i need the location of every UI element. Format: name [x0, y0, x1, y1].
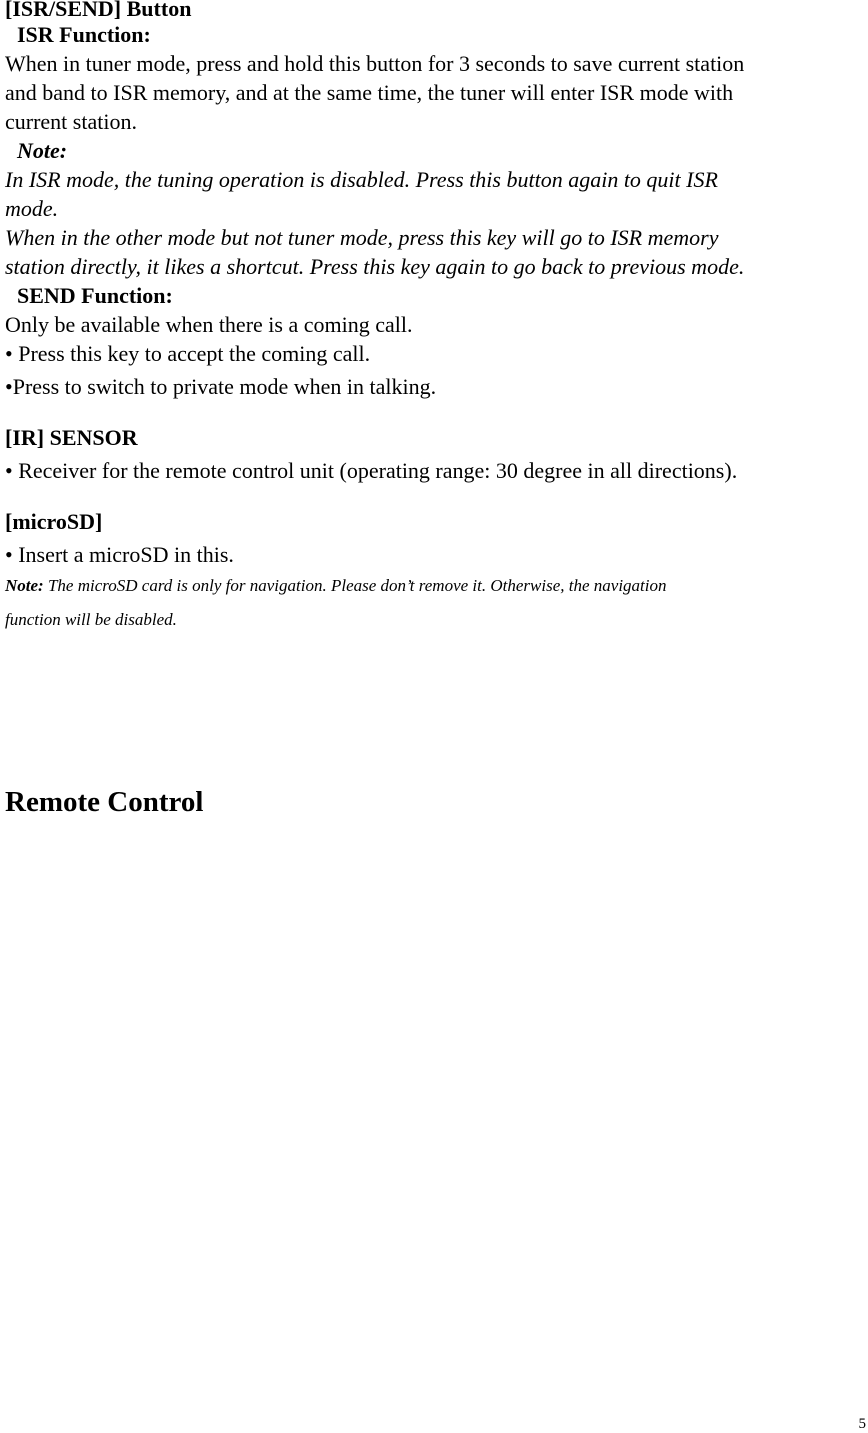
microsd-note — [5, 569, 867, 603]
ir-sensor-bullet-item: • Receiver for the remote control unit (operating range: 30 degree in all directions). — [5, 458, 738, 483]
isr-paragraph-line: and band to ISR memory, and at the same time, the tuner will enter ISR mode with — [5, 80, 734, 105]
isr-paragraph-line: current station. — [5, 109, 137, 134]
isr-note-line: station directly, it likes a shortcut. Press this key again to go back to previous mode. — [5, 254, 745, 279]
isr-function-title: ISR Function: — [17, 22, 151, 47]
isr-note-line: When in the other mode but not tuner mode, press this key will go to ISR memory — [5, 225, 719, 250]
document-page — [5, 0, 867, 637]
isr-paragraph-line: When in tuner mode, press and hold this button for 3 seconds to save current station — [5, 51, 745, 76]
page-number: 5 — [858, 1416, 866, 1432]
send-bullet-item: • Press this key to accept the coming call. — [5, 341, 371, 366]
ir-sensor-heading: [IR] SENSOR — [5, 425, 138, 450]
microsd-note-text: The microSD card is only for navigation. Please don’t remove it. Otherwise, the navigation — [43, 576, 667, 595]
remote-control-heading: Remote Control — [5, 786, 204, 818]
microsd-bullet-item: • Insert a microSD in this. — [5, 542, 234, 567]
isr-note-line: mode. — [5, 196, 59, 221]
send-bullet-item: •Press to switch to private mode when in talking. — [5, 374, 437, 399]
microsd-note-label: Note: — [5, 576, 44, 595]
send-function-title: SEND Function: — [17, 283, 173, 308]
isr-send-heading: [ISR/SEND] Button — [5, 0, 192, 21]
send-paragraph-line: Only be available when there is a coming call. — [5, 312, 413, 337]
microsd-heading: [microSD] — [5, 509, 103, 534]
isr-note-line: In ISR mode, the tuning operation is disabled. Press this button again to quit ISR — [5, 167, 718, 192]
microsd-note-continued: function will be disabled. — [5, 610, 177, 629]
isr-note-label: Note: — [17, 138, 68, 163]
